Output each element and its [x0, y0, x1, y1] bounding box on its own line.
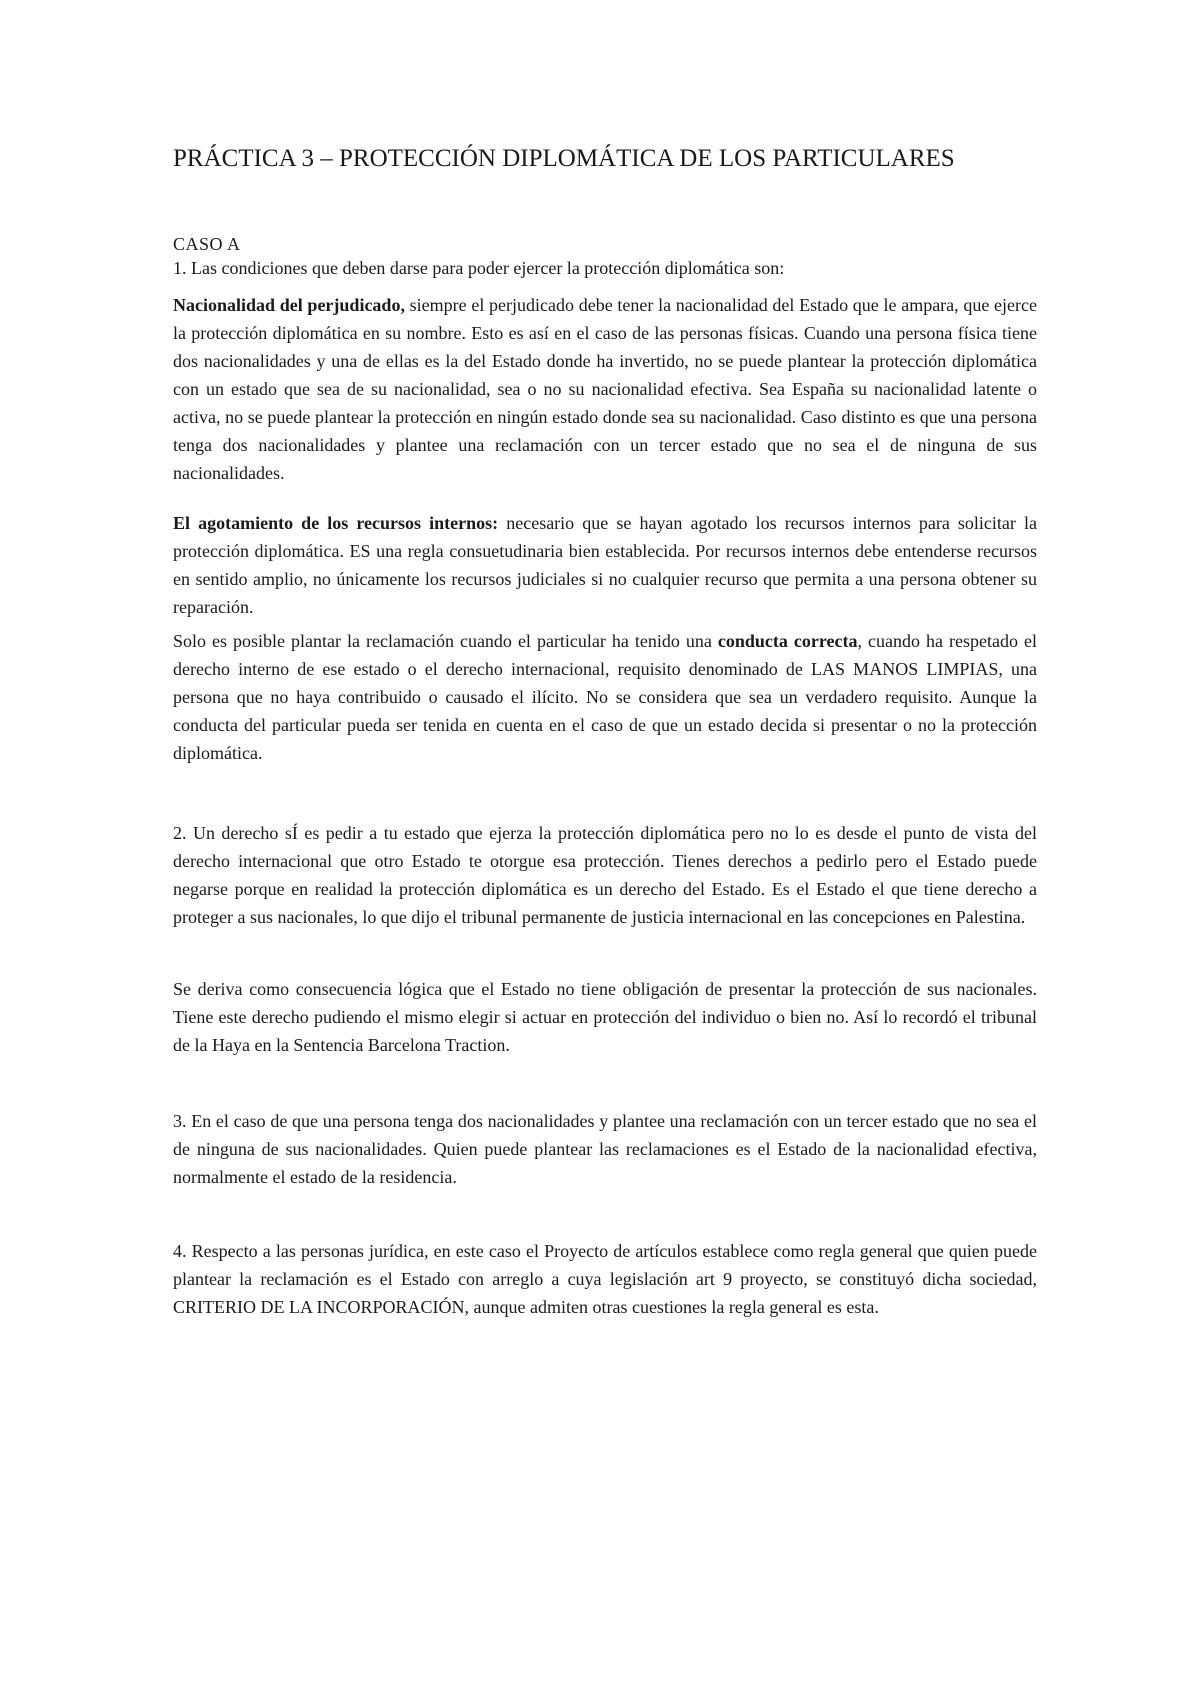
paragraph-conducta	[173, 627, 1037, 767]
question-3-paragraph: 3. En el caso de que una persona tenga dos nacionalidades y plantee una reclamación con un tercer estado que no sea el de ninguna de sus nacionalidades. Quien puede plantear las reclamaciones es el Estado de la nacionalidad efectiva, normalmente el estado de la residencia.	[173, 1111, 1037, 1187]
paragraph-nacionalidad-text: siempre el perjudicado debe tener la nacionalidad del Estado que le ampara, que ejerce la protección diplomática en su nombre. Esto es así en el caso de las personas físicas. Cuando una persona física tiene dos nacionalidades y una de ellas es la del Estado donde ha invertido, no se puede plantear la protección diplomática con un estado que sea de su nacionalidad, sea o no su nacionalidad efectiva. Sea España su nacionalidad latente o activa, no se puede plantear la protección en ningún estado donde sea su nacionalidad. Caso distinto es que una persona tenga dos nacionalidades y plantee una reclamación con un tercer estado que no sea el de ninguna de sus nacionalidades.	[173, 295, 1038, 483]
paragraph-conducta-bold: conducta correcta	[717, 631, 858, 651]
paragraph-agotamiento	[173, 509, 1037, 621]
question-4-paragraph: 4. Respecto a las personas jurídica, en este caso el Proyecto de artículos establece como regla general que quien puede plantear la reclamación es el Estado con arreglo a cuya legislación art 9 proyecto, se constituyó dicha sociedad, CRITERIO DE LA INCORPORACIÓN, aunque admiten otras cuestiones la regla general es esta.	[173, 1241, 1037, 1317]
paragraph-nacionalidad-heading: Nacionalidad del perjudicado,	[173, 295, 405, 315]
question-1-intro: 1. Las condiciones que deben darse para poder ejercer la protección diplomática son:	[173, 258, 785, 278]
paragraph-agotamiento-text: necesario que se hayan agotado los recursos internos para solicitar la protección diplomática. ES una regla consuetudinaria bien establecida. Por recursos internos debe entenderse recursos en sentido amplio, no únicamente los recursos judiciales si no cualquier recurso que permita a una persona obtener su reparación.	[173, 513, 1037, 617]
question-2-paragraph-1: 2. Un derecho sÍ es pedir a tu estado que ejerza la protección diplomática pero no lo es desde el punto de vista del derecho internacional que otro Estado te otorgue esa protección. Tienes derechos a pedirlo pero el Estado puede negarse porque en realidad la protección diplomática es un derecho del Estado. Es el Estado el que tiene derecho a proteger a sus nacionales, lo que dijo el tribunal permanente de justicia internacional en las concepciones en Palestina.	[173, 823, 1037, 927]
question-2-paragraph-2: Se deriva como consecuencia lógica que el Estado no tiene obligación de presentar la protección de sus nacionales. Tiene este derecho pudiendo el mismo elegir si actuar en protección del individuo o bien no. Así lo recordó el tribunal de la Haya en la Sentencia Barcelona Traction.	[173, 979, 1037, 1055]
document-title: PRÁCTICA 3 – PROTECCIÓN DIPLOMÁTICA DE LOS PARTICULARES	[173, 145, 955, 172]
case-heading: CASO A	[173, 234, 241, 254]
paragraph-conducta-text-before: Solo es posible plantar la reclamación cuando el particular ha tenido una	[173, 631, 718, 651]
paragraph-nacionalidad	[173, 291, 1037, 487]
paragraph-agotamiento-heading: El agotamiento de los recursos internos:	[173, 513, 499, 533]
paragraph-conducta-text-after: , cuando ha respetado el derecho interno de ese estado o el derecho internacional, requisito denominado de LAS MANOS LIMPIAS, una persona que no haya contribuido o causado el ilícito. No se considera que sea un verdadero requisito. Aunque la conducta del particular pueda ser tenida en cuenta en el caso de que un estado decida si presentar o no la protección diplomática.	[173, 631, 1038, 763]
